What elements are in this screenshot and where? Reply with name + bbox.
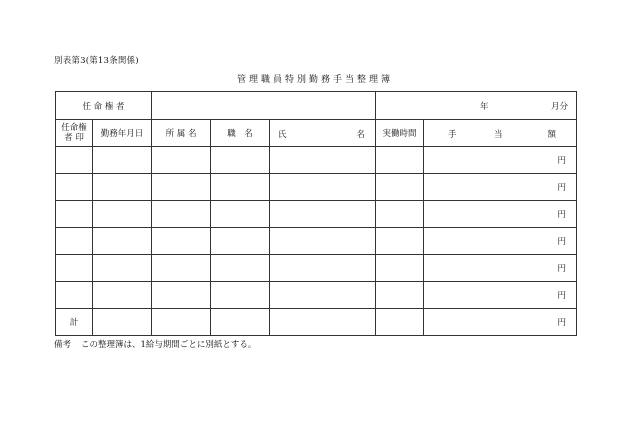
total-department-cell (152, 309, 211, 336)
col-name-right: 名 (356, 130, 366, 140)
table-row (56, 147, 577, 174)
seal-cell[interactable] (56, 282, 93, 309)
col-name (270, 120, 376, 147)
col-allowance-2: 当 (494, 130, 503, 140)
seal-cell[interactable] (56, 201, 93, 228)
page-title: 管理職員特別勤務手当整理簿 (236, 75, 393, 85)
name-cell[interactable] (270, 174, 376, 201)
date-cell[interactable] (93, 147, 152, 174)
hours-cell[interactable] (376, 147, 424, 174)
date-cell[interactable] (93, 282, 152, 309)
position-cell[interactable] (211, 174, 270, 201)
date-cell[interactable] (93, 255, 152, 282)
appointer-label: 任 命 権 者 (56, 92, 152, 120)
col-work-date: 勤務年月日 (93, 120, 152, 147)
col-appointer-seal (56, 120, 93, 147)
remarks (54, 338, 266, 350)
table-row (56, 174, 577, 201)
name-cell[interactable] (270, 255, 376, 282)
table-row (56, 228, 577, 255)
table-row (56, 201, 577, 228)
amount-cell[interactable]: 円 (424, 228, 577, 255)
remarks-text: この整理簿は、1給与期間ごとに別紙とする。 (81, 340, 257, 350)
table-row (56, 282, 577, 309)
name-cell[interactable] (270, 282, 376, 309)
seal-cell[interactable] (56, 228, 93, 255)
appointer-value-cell[interactable] (152, 92, 376, 120)
reference-label: 別表第3(第13条関係) (54, 56, 139, 66)
col-allowance-1: 手 (448, 130, 457, 140)
seal-cell[interactable] (56, 255, 93, 282)
col-name-left: 氏 (278, 130, 287, 140)
hours-cell[interactable] (376, 282, 424, 309)
total-date-cell (93, 309, 152, 336)
total-row (56, 309, 577, 336)
amount-cell[interactable]: 円 (424, 282, 577, 309)
year-label: 年 (480, 102, 489, 112)
remarks-label: 備考 (54, 340, 72, 350)
department-cell[interactable] (152, 201, 211, 228)
position-cell[interactable] (211, 147, 270, 174)
column-header-row (56, 120, 577, 147)
col-allowance-3: 額 (547, 130, 557, 140)
seal-cell[interactable] (56, 174, 93, 201)
month-label: 月分 (551, 102, 569, 112)
table-row (56, 255, 577, 282)
department-cell[interactable] (152, 174, 211, 201)
hours-cell[interactable] (376, 228, 424, 255)
hours-cell[interactable] (376, 201, 424, 228)
total-amount-cell[interactable]: 円 (424, 309, 577, 336)
allowance-register-table (55, 91, 577, 336)
col-allowance (424, 120, 577, 147)
position-cell[interactable] (211, 282, 270, 309)
name-cell[interactable] (270, 228, 376, 255)
hours-cell[interactable] (376, 255, 424, 282)
col-position: 職 名 (211, 120, 270, 147)
amount-cell[interactable]: 円 (424, 147, 577, 174)
name-cell[interactable] (270, 201, 376, 228)
department-cell[interactable] (152, 147, 211, 174)
total-position-cell (211, 309, 270, 336)
amount-cell[interactable]: 円 (424, 174, 577, 201)
amount-cell[interactable]: 円 (424, 255, 577, 282)
seal-cell[interactable] (56, 147, 93, 174)
position-cell[interactable] (211, 228, 270, 255)
total-label: 計 (56, 309, 93, 336)
date-cell[interactable] (93, 174, 152, 201)
col-appointer-seal-label: 任命権 者 印 (61, 123, 87, 143)
department-cell[interactable] (152, 282, 211, 309)
col-department: 所 属 名 (152, 120, 211, 147)
total-name-cell (270, 309, 376, 336)
position-cell[interactable] (211, 255, 270, 282)
date-cell[interactable] (93, 201, 152, 228)
year-month-cell[interactable] (376, 92, 577, 120)
position-cell[interactable] (211, 201, 270, 228)
appointer-row (56, 92, 577, 120)
total-hours-cell[interactable] (376, 309, 424, 336)
hours-cell[interactable] (376, 174, 424, 201)
department-cell[interactable] (152, 228, 211, 255)
amount-cell[interactable]: 円 (424, 201, 577, 228)
col-hours: 実働時間 (376, 120, 424, 147)
date-cell[interactable] (93, 228, 152, 255)
name-cell[interactable] (270, 147, 376, 174)
department-cell[interactable] (152, 255, 211, 282)
